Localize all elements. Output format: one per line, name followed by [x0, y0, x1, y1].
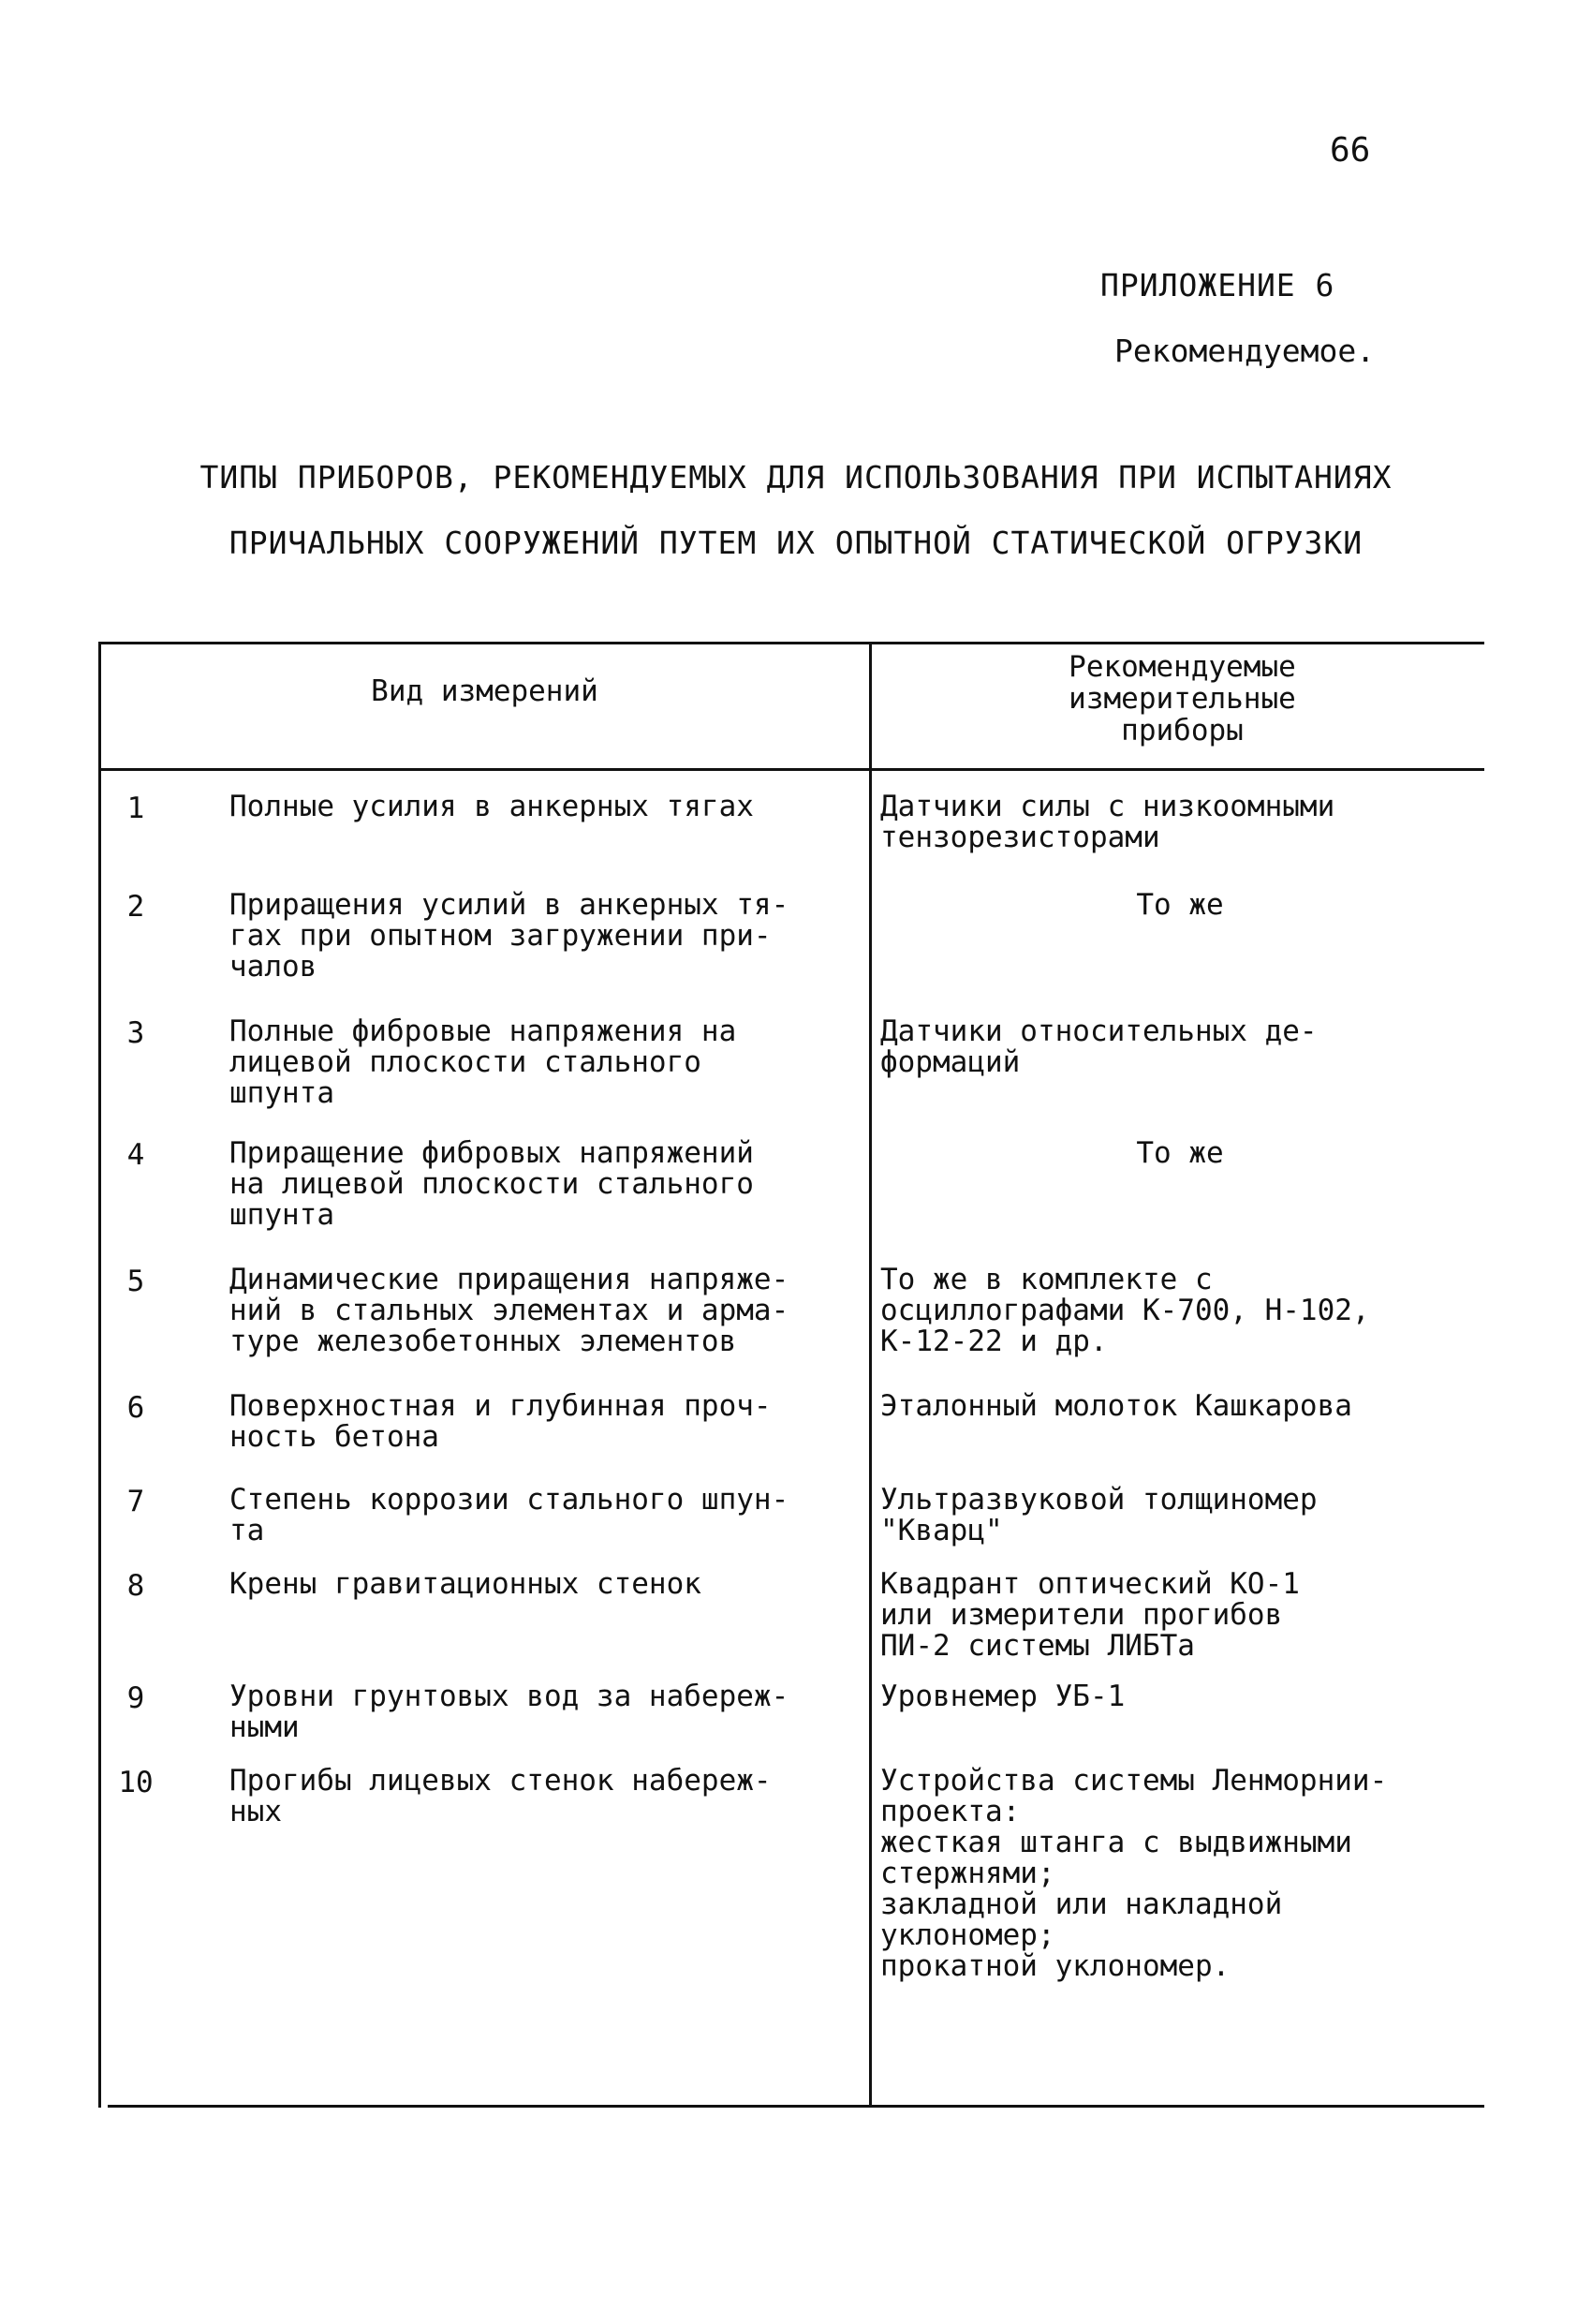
- recommended-instrument: [880, 1681, 1480, 1712]
- instrument-line: или измерители прогибов: [880, 1598, 1283, 1632]
- instrument-line: стержнями;: [880, 1857, 1055, 1890]
- description-line: шпунта: [229, 1076, 334, 1110]
- measurement-description: [229, 1569, 876, 1600]
- measurement-description: [229, 1485, 876, 1547]
- table-column-divider: [869, 642, 872, 2108]
- instrument-line: жесткая штанга с выдвижными: [880, 1826, 1352, 1859]
- instrument-line: Ультразвуковой толщиномер: [880, 1483, 1318, 1517]
- measurement-description: [229, 1681, 876, 1743]
- instrument-line: тензорезисторами: [880, 821, 1160, 854]
- description-line: шпунта: [229, 1198, 334, 1232]
- description-line: Динамические приращения напряже-: [229, 1263, 789, 1296]
- measurement-description: [229, 1265, 876, 1357]
- row-number: 3: [126, 1016, 145, 1050]
- instrument-line: прокатной уклономер.: [880, 1949, 1231, 1983]
- row-number: 9: [126, 1681, 145, 1715]
- document-title-line-1: ТИПЫ ПРИБОРОВ, РЕКОМЕНДУЕМЫХ ДЛЯ ИСПОЛЬЗОВАНИЯ ПРИ ИСПЫТАНИЯХ: [199, 459, 1393, 496]
- instrument-line: То же: [1136, 1136, 1224, 1170]
- description-line: ность бетона: [229, 1420, 439, 1454]
- table-bottom-rule: [108, 2105, 1484, 2108]
- instrument-line: Квадрант оптический КО-1: [880, 1567, 1300, 1601]
- description-line: ний в стальных элементах и арма-: [229, 1294, 789, 1327]
- description-line: Крены гравитационных стенок: [229, 1567, 701, 1601]
- measurement-description: [229, 1138, 876, 1231]
- description-line: чалов: [229, 950, 317, 984]
- description-line: лицевой плоскости стального: [229, 1045, 701, 1079]
- recommended-instrument: [880, 890, 1480, 921]
- row-number: 4: [126, 1138, 145, 1172]
- table-left-border: [98, 642, 101, 2108]
- description-line: та: [229, 1514, 265, 1547]
- description-line: Приращения усилий в анкерных тя-: [229, 888, 789, 922]
- description-line: Прогибы лицевых стенок набереж-: [229, 1764, 772, 1798]
- instrument-line: проекта:: [880, 1795, 1021, 1828]
- instrument-line: осциллографами К-700, Н-102,: [880, 1294, 1370, 1327]
- header-measurement-type: Вид измерений: [371, 674, 598, 708]
- description-line: Поверхностная и глубинная проч-: [229, 1389, 772, 1423]
- appendix-note: Рекомендуемое.: [1114, 333, 1376, 369]
- recommended-instrument: [880, 1016, 1480, 1078]
- instrument-line: То же: [1136, 888, 1224, 922]
- recommended-instrument: [880, 1766, 1480, 1982]
- instrument-line: уклономер;: [880, 1918, 1055, 1952]
- recommended-instrument: [880, 792, 1480, 853]
- header-instruments-line: измерительные: [1069, 682, 1296, 716]
- measurement-description: [229, 1016, 876, 1109]
- description-line: Степень коррозии стального шпун-: [229, 1483, 789, 1517]
- row-number: 2: [126, 890, 145, 924]
- description-line: Уровни грунтовых вод за набереж-: [229, 1680, 789, 1713]
- instrument-line: ПИ-2 системы ЛИБТа: [880, 1629, 1195, 1663]
- page-number: 66: [1330, 131, 1371, 170]
- measurement-description: [229, 1391, 876, 1453]
- instrument-line: К-12-22 и др.: [880, 1325, 1108, 1358]
- instrument-line: Эталонный молоток Кашкарова: [880, 1389, 1352, 1423]
- recommended-instrument: [880, 1138, 1480, 1169]
- instrument-line: формаций: [880, 1045, 1021, 1079]
- row-number: 10: [118, 1766, 154, 1799]
- instrument-line: закладной или накладной: [880, 1887, 1283, 1921]
- instrument-line: Датчики силы с низкоомными: [880, 790, 1335, 823]
- instrument-line: Датчики относительных де-: [880, 1014, 1318, 1048]
- description-line: ными: [229, 1710, 300, 1744]
- instrument-line: Устройства системы Ленморнии-: [880, 1764, 1388, 1798]
- description-line: гах при опытном загружении при-: [229, 919, 772, 953]
- description-line: Полные фибровые напряжения на: [229, 1014, 737, 1048]
- row-number: 5: [126, 1265, 145, 1298]
- appendix-label: ПРИЛОЖЕНИЕ 6: [1100, 267, 1335, 303]
- row-number: 7: [126, 1485, 145, 1518]
- table-top-rule: [98, 642, 1484, 644]
- header-instruments-line: приборы: [1121, 714, 1244, 748]
- recommended-instrument: [880, 1391, 1480, 1422]
- document-title-line-2: ПРИЧАЛЬНЫХ СООРУЖЕНИЙ ПУТЕМ ИХ ОПЫТНОЙ СТАТИЧЕСКОЙ ОГРУЗКИ: [228, 525, 1364, 561]
- recommended-instrument: [880, 1485, 1480, 1547]
- description-line: Полные усилия в анкерных тягах: [229, 790, 754, 823]
- header-recommended-instruments: [880, 651, 1484, 747]
- row-number: 1: [126, 792, 145, 825]
- instrument-line: "Кварц": [880, 1514, 1003, 1547]
- description-line: ных: [229, 1795, 282, 1828]
- row-number: 6: [126, 1391, 145, 1425]
- recommended-instrument: [880, 1265, 1480, 1357]
- measurement-description: [229, 792, 876, 822]
- table-header-rule: [98, 768, 1484, 771]
- header-instruments-line: Рекомендуемые: [1069, 650, 1296, 684]
- recommended-instrument: [880, 1569, 1480, 1662]
- description-line: на лицевой плоскости стального: [229, 1167, 754, 1201]
- measurement-description: [229, 1766, 876, 1828]
- row-number: 8: [126, 1569, 145, 1603]
- instruments-table: [98, 642, 1484, 2117]
- description-line: Приращение фибровых напряжений: [229, 1136, 754, 1170]
- description-line: туре железобетонных элементов: [229, 1325, 737, 1358]
- instrument-line: Уровнемер УБ-1: [880, 1680, 1126, 1713]
- instrument-line: То же в комплекте с: [880, 1263, 1213, 1296]
- measurement-description: [229, 890, 876, 983]
